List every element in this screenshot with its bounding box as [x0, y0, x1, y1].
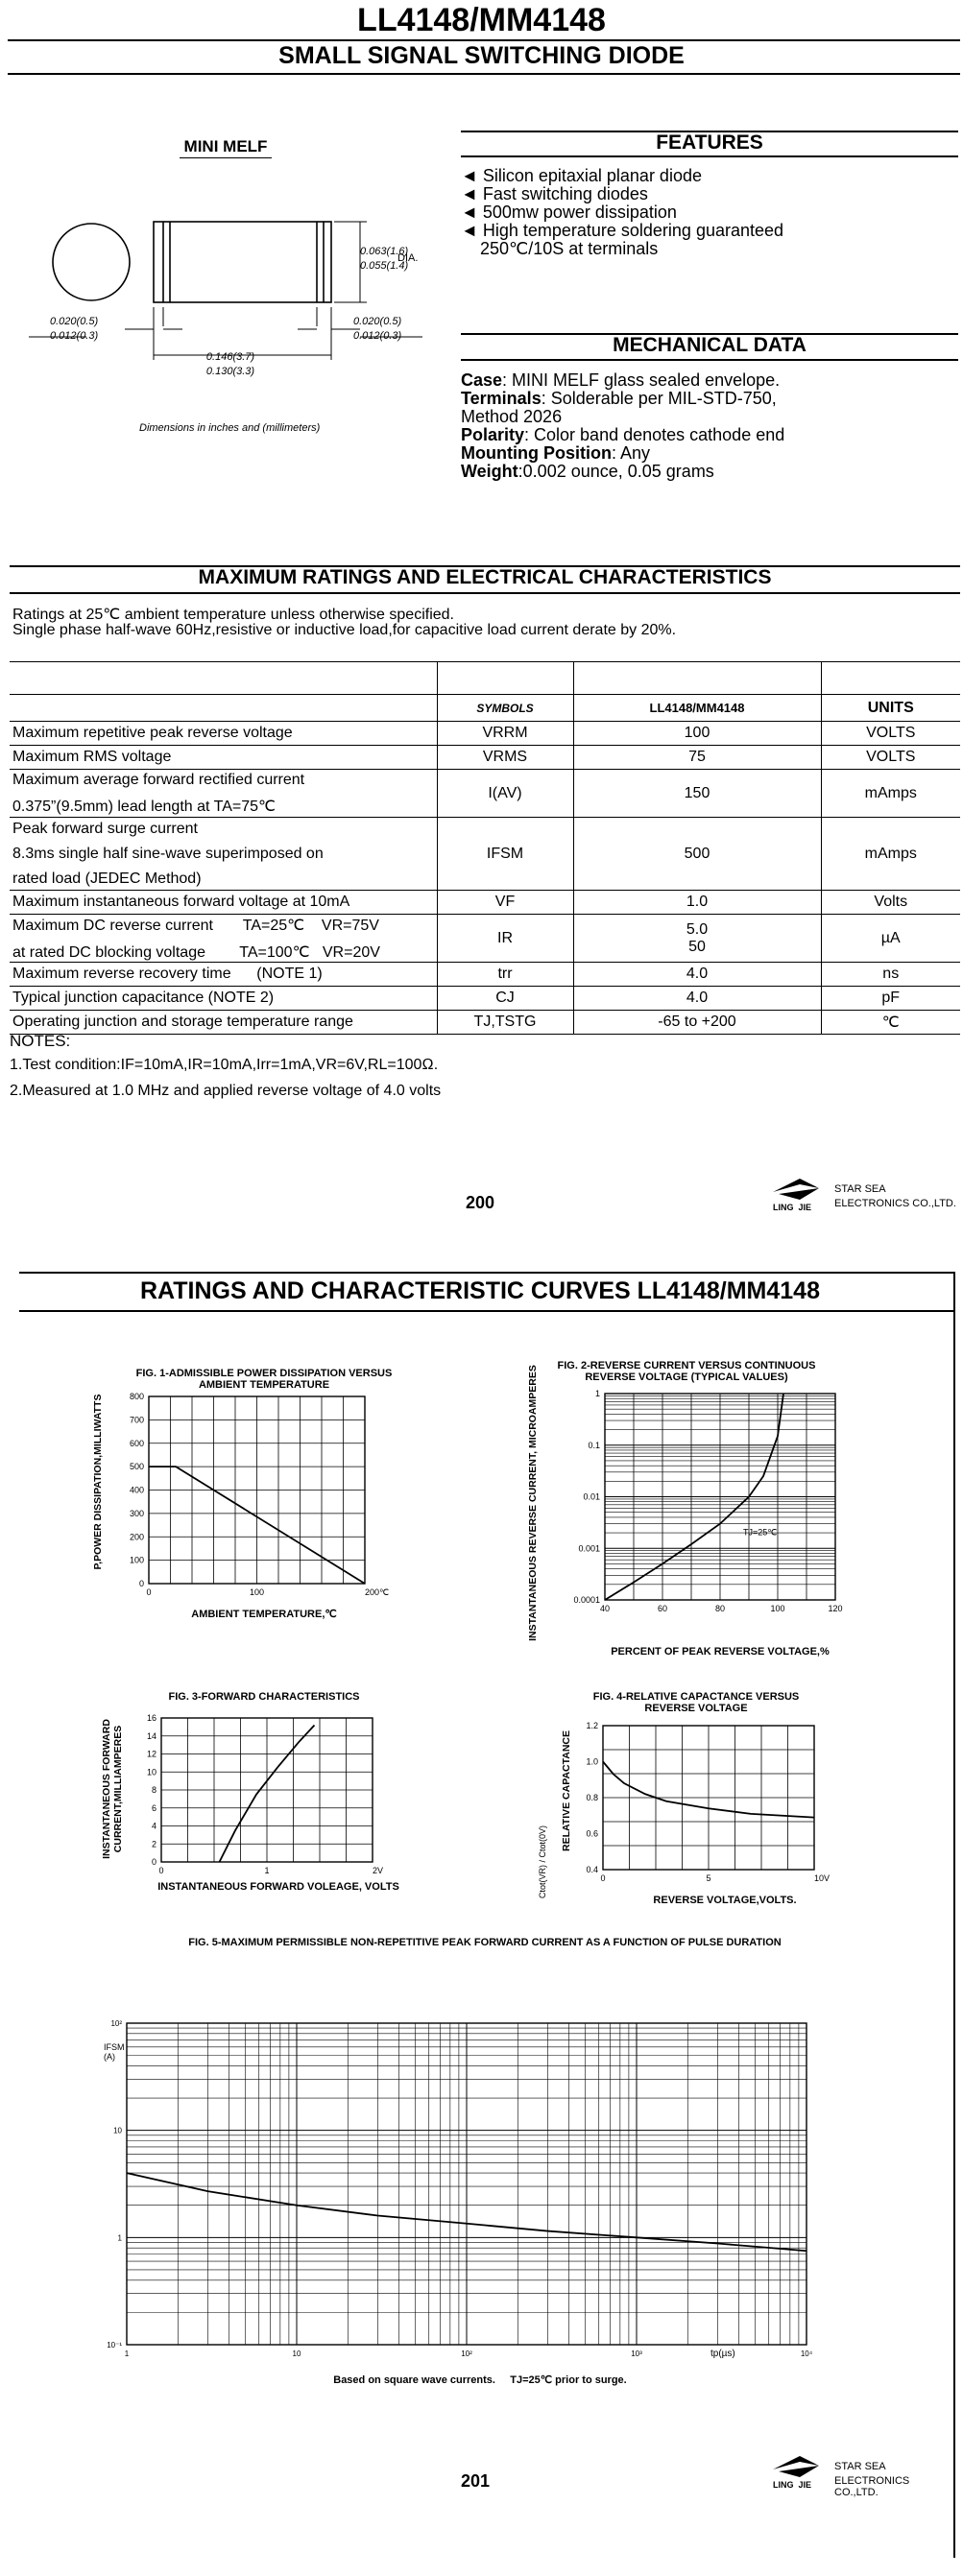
- x-tick-label: 0: [146, 1587, 152, 1597]
- y-tick-label: 1: [117, 2233, 122, 2243]
- table-row: Maximum reverse recovery time (NOTE 1) trr 4.0 ns: [10, 963, 960, 987]
- fig1-chart: [91, 1387, 398, 1608]
- y-tick-label: 0.6: [586, 1828, 598, 1839]
- x-tick-label: 0: [158, 1866, 164, 1875]
- x-tick-label: 40: [599, 1604, 611, 1613]
- table-row: Typical junction capacitance (NOTE 2) CJ 4.0 pF: [10, 987, 960, 1011]
- x-tick-label: 2V: [373, 1866, 384, 1875]
- table-row: Maximum RMS voltage VRMS 75 VOLTS: [10, 746, 960, 770]
- table-row: Maximum instantaneous forward voltage at 10mA VF 1.0 Volts: [10, 891, 960, 915]
- company-name-2: ELECTRONICS CO.,LTD.: [834, 2475, 910, 2498]
- fig3-chart: [134, 1710, 403, 1881]
- mech-row: Method 2026: [461, 407, 563, 426]
- x-tick-label: 60: [657, 1604, 668, 1613]
- company-name-1: STAR SEA: [834, 1183, 886, 1195]
- y-tick-label: 0.0001: [573, 1595, 600, 1605]
- y-tick-label: 0.001: [578, 1543, 600, 1554]
- x-tick-label: 1: [124, 2349, 130, 2358]
- y-tick-label: 200: [129, 1532, 144, 1542]
- ratings-note-1: Ratings at 25℃ ambient temperature unless otherwise specified.: [12, 607, 454, 623]
- features-heading: FEATURES: [656, 131, 763, 154]
- y-tick-label: 0.4: [586, 1865, 598, 1874]
- y-tick-label: 1.2: [586, 1721, 598, 1730]
- fig3-title: FIG. 3-FORWARD CHARACTERISTICS: [168, 1691, 360, 1703]
- table-row: Maximum average forward rectified current 0.375”(9.5mm) lead length at TA=75℃ I(AV) 150 mAmps: [10, 770, 960, 818]
- x-tick-label: 0: [600, 1873, 606, 1883]
- dim-band-left-min: 0.012(0.3): [50, 330, 99, 342]
- fig1-ylabel: P,POWER DISSIPATION,MILLIWATTS: [92, 1394, 104, 1570]
- y-tick-label: 14: [146, 1730, 156, 1741]
- ratings-note-2: Single phase half-wave 60Hz,resistive or inductive load,for capacitive load current derate by 20%.: [12, 622, 677, 638]
- y-tick-label: 0: [138, 1579, 144, 1588]
- y-tick-label: 0.8: [586, 1793, 598, 1802]
- table-row: Operating junction and storage temperature range TJ,TSTG -65 to +200 ℃: [10, 1011, 960, 1035]
- page-title: LL4148/MM4148: [357, 2, 606, 38]
- bullet-arrow-icon: ◄: [461, 184, 483, 203]
- y-tick-label: 10⁻¹: [107, 2341, 122, 2349]
- fig4-ylabel: RELATIVE CAPACTANCE: [561, 1730, 572, 1851]
- dim-length-min: 0.130(3.3): [205, 366, 255, 377]
- y-tick-label: 100: [129, 1555, 144, 1565]
- x-tick-label: 100: [249, 1587, 265, 1597]
- fig3-xlabel: INSTANTANEOUS FORWARD VOLEAGE, VOLTS: [157, 1881, 399, 1893]
- y-tick-label: 500: [129, 1462, 144, 1472]
- x-tick-label: 120: [828, 1604, 843, 1613]
- mech-row: Mounting Position: Any: [461, 443, 650, 463]
- col-units: UNITS: [821, 695, 960, 722]
- y-tick-label: 4: [151, 1821, 156, 1831]
- y-tick-label: 700: [129, 1415, 144, 1425]
- dim-band-right-max: 0.020(0.5): [353, 316, 402, 327]
- fig5-title: FIG. 5-MAXIMUM PERMISSIBLE NON-REPETITIVE PEAK FORWARD CURRENT AS A FUNCTION OF PULSE DURATION: [188, 1937, 782, 1948]
- mech-row: Weight:0.002 ounce, 0.05 grams: [461, 462, 714, 481]
- mech-row: Case: MINI MELF glass sealed envelope.: [461, 370, 781, 390]
- y-tick-label: 16: [146, 1713, 156, 1723]
- fig2-ylabel: INSTANTANEOUS REVERSE CURRENT, MICROAMPERES: [527, 1365, 539, 1641]
- fig1-title: FIG. 1-ADMISSIBLE POWER DISSIPATION VERSUS AMBIENT TEMPERATURE: [135, 1368, 393, 1391]
- note-2: 2.Measured at 1.0 MHz and applied reverse voltage of 4.0 volts: [10, 1083, 442, 1099]
- x-tick-label: 10⁴: [800, 2349, 813, 2358]
- mech-row: Polarity: Color band denotes cathode end: [461, 425, 785, 444]
- company-logo: [771, 1177, 961, 1215]
- page-number: 200: [465, 1193, 495, 1212]
- fig4-title: FIG. 4-RELATIVE CAPACTANCE VERSUS REVERSE VOLTAGE: [592, 1691, 800, 1714]
- y-tick-label: 8: [151, 1785, 156, 1795]
- y-tick-label: 10: [146, 1767, 156, 1777]
- bullet-arrow-icon: ◄: [461, 221, 483, 240]
- notes-heading: NOTES:: [10, 1032, 71, 1050]
- col-part: LL4148/MM4148: [573, 695, 821, 722]
- x-tick-label: 10²: [461, 2349, 472, 2358]
- table-row: Maximum DC reverse current TA=25℃ VR=75V at rated DC blocking voltage TA=100℃ VR=20V IR 5.0 50 µA: [10, 915, 960, 963]
- feature-item: 250℃/10S at terminals: [480, 239, 659, 258]
- dim-dia-min: 0.055(1.4): [360, 260, 409, 272]
- bullet-arrow-icon: ◄: [461, 166, 483, 185]
- mechanical-heading: MECHANICAL DATA: [613, 334, 807, 356]
- y-tick-label: 0.01: [583, 1491, 600, 1502]
- y-tick-label: 300: [129, 1508, 144, 1518]
- ratings-table: [10, 661, 960, 1035]
- company-logo-2: [771, 2454, 951, 2498]
- annotation-label: TJ=25℃: [743, 1527, 778, 1538]
- logo-text: LING JIE: [773, 2480, 812, 2490]
- dim-band-right-min: 0.012(0.3): [353, 330, 402, 342]
- y-tick-label: 0.1: [588, 1440, 600, 1450]
- y-tick-label: 2: [151, 1839, 156, 1849]
- y-tick-label: 12: [146, 1749, 156, 1759]
- feature-item: ◄ Fast switching diodes: [461, 184, 648, 203]
- page2-number: 201: [460, 2471, 491, 2491]
- fig5-ylabel: IFSM (A): [104, 2042, 125, 2062]
- fig5-chart: [77, 2014, 826, 2378]
- x-tick-label: 5: [706, 1873, 711, 1883]
- bullet-arrow-icon: ◄: [461, 203, 483, 222]
- page-subtitle: SMALL SIGNAL SWITCHING DIODE: [278, 42, 685, 69]
- dimensions-note: Dimensions in inches and (millimeters): [139, 422, 321, 434]
- fig2-xlabel: PERCENT OF PEAK REVERSE VOLTAGE,%: [611, 1646, 830, 1658]
- fig5-xlabel: tp(µs): [710, 2349, 735, 2359]
- y-tick-label: 400: [129, 1485, 144, 1495]
- x-tick-label: 100: [770, 1604, 785, 1613]
- fig5-footnote: Based on square wave currents. TJ=25℃ prior to surge.: [333, 2374, 627, 2386]
- features-list: [461, 167, 955, 258]
- x-tick-label: 200℃: [365, 1587, 390, 1597]
- x-tick-label: 10: [292, 2349, 301, 2358]
- y-tick-label: 6: [151, 1802, 156, 1813]
- y-tick-label: 0: [151, 1857, 156, 1867]
- x-tick-label: 10V: [814, 1873, 831, 1883]
- x-tick-label: 10³: [631, 2349, 642, 2358]
- dim-dia-label: DIA.: [397, 252, 419, 264]
- y-tick-label: 1: [594, 1389, 600, 1398]
- y-tick-label: 800: [129, 1392, 144, 1401]
- col-symbols: SYMBOLS: [437, 695, 573, 722]
- fig4-chart: [576, 1718, 845, 1887]
- logo-text: LING JIE: [773, 1203, 812, 1212]
- x-tick-label: 1: [264, 1866, 270, 1875]
- dim-band-left-max: 0.020(0.5): [50, 316, 99, 327]
- dim-length-max: 0.146(3.7): [205, 351, 255, 363]
- x-tick-label: 80: [714, 1604, 726, 1613]
- feature-item: ◄ 500mw power dissipation: [461, 203, 677, 222]
- y-tick-label: 10: [113, 2126, 122, 2135]
- feature-item: ◄ Silicon epitaxial planar diode: [461, 166, 702, 185]
- mechanical-list: [461, 371, 955, 481]
- mech-row: Terminals: Solderable per MIL-STD-750,: [461, 389, 777, 408]
- company-name-2: ELECTRONICS CO.,LTD.: [834, 1198, 956, 1209]
- fig3-ylabel: INSTANTANEOUS FORWARD CURRENT,MILLIAMPERES: [101, 1719, 124, 1859]
- feature-item: ◄ High temperature soldering guaranteed: [461, 221, 784, 240]
- company-name-1: STAR SEA: [834, 2461, 886, 2472]
- fig2-chart: [566, 1384, 855, 1624]
- note-1: 1.Test condition:IF=10mA,IR=10mA,Irr=1mA,VR=6V,RL=100Ω.: [10, 1057, 439, 1073]
- fig4-xlabel: REVERSE VOLTAGE,VOLTS.: [653, 1895, 797, 1906]
- fig1-xlabel: AMBIENT TEMPERATURE,℃: [191, 1609, 337, 1620]
- dim-dia-max: 0.063(1.6): [360, 246, 409, 257]
- package-name: MINI MELF: [183, 137, 268, 155]
- y-tick-label: 1.0: [586, 1756, 598, 1767]
- fig4-ylabel2: Ctot(VR) / Ctot(0V): [538, 1825, 547, 1899]
- fig2-title: FIG. 2-REVERSE CURRENT VERSUS CONTINUOUS REVERSE VOLTAGE (TYPICAL VALUES): [557, 1360, 816, 1383]
- page2-title: RATINGS AND CHARACTERISTIC CURVES LL4148/MM4148: [140, 1277, 820, 1304]
- ratings-heading: MAXIMUM RATINGS AND ELECTRICAL CHARACTERISTICS: [198, 566, 772, 588]
- y-tick-label: 600: [129, 1438, 144, 1448]
- table-row: Maximum repetitive peak reverse voltage VRRM 100 VOLTS: [10, 722, 960, 746]
- logo-icon: [771, 1177, 829, 1202]
- logo-icon: [771, 2454, 829, 2479]
- y-tick-label: 10²: [110, 2019, 122, 2028]
- table-row: Peak forward surge current 8.3ms single half sine-wave superimposed on rated load (JEDEC Method) IFSM 500 mAmps: [10, 818, 960, 891]
